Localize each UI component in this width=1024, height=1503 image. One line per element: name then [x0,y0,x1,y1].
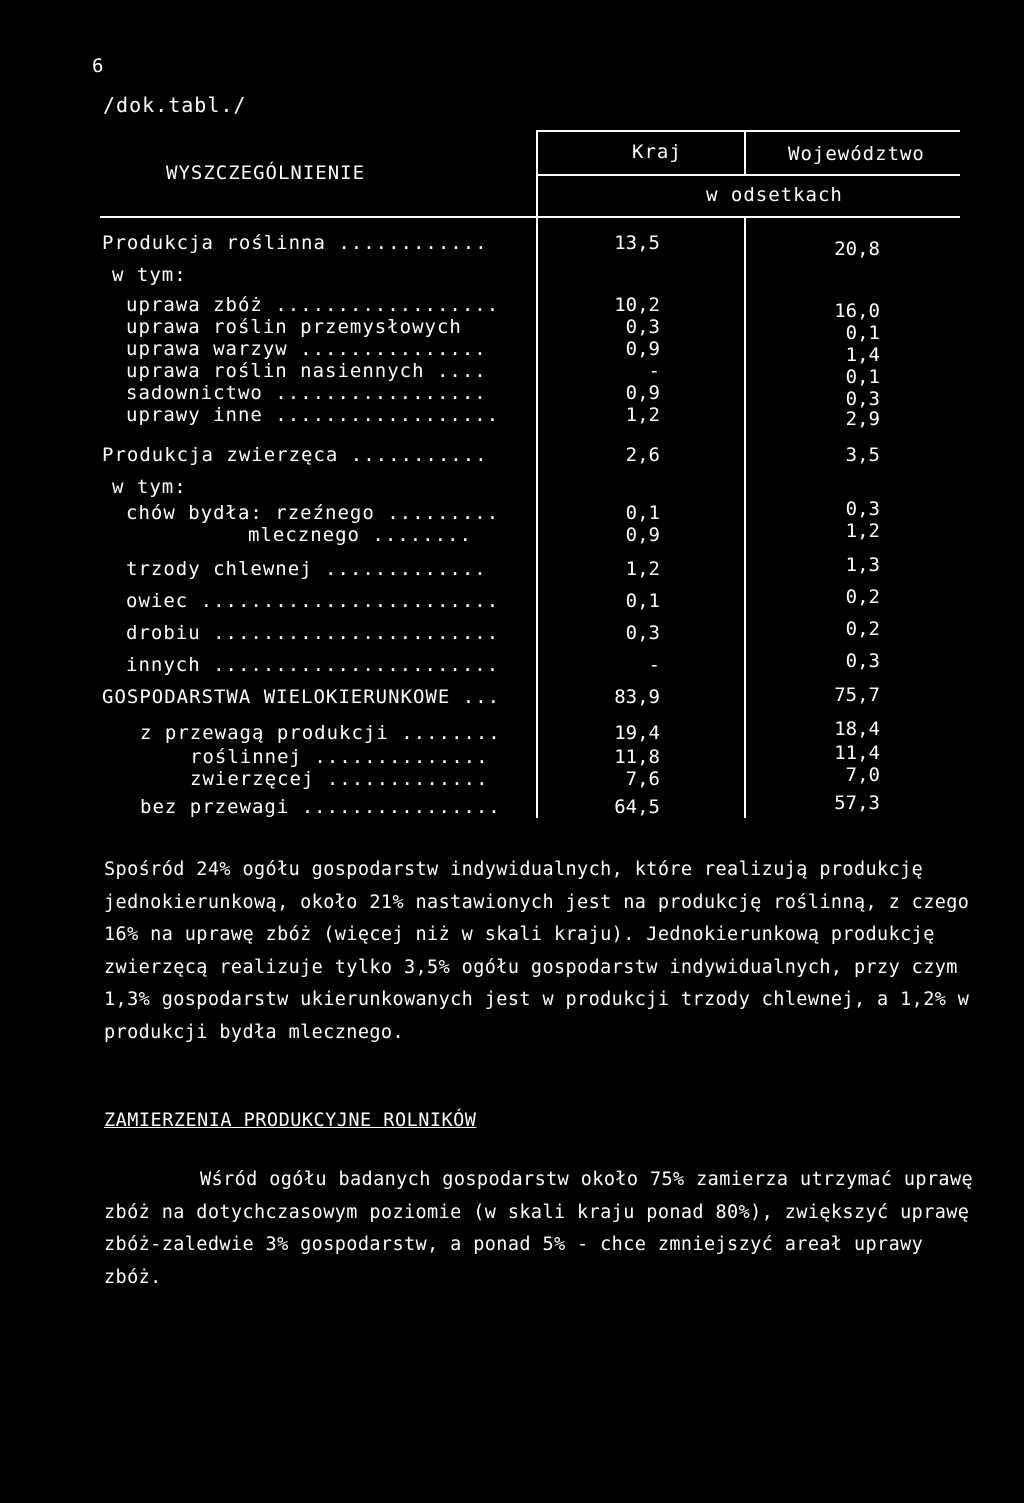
paragraph-2 [104,1164,984,1294]
paragraph-2-text: Wśród ogółu badanych gospodarstw około 75% zamierza utrzymać uprawę zbóż na dotychczasowym poziomie (w skali kraju ponad 80%), zwiększyć uprawę zbóż-zaledwie 3% gospodarstw, a ponad 5% - chce zmniejszyć areał uprawy zbóż. [104,1169,974,1288]
header-bottom-rule [100,216,960,218]
row-label: zwierzęcej ............. [190,768,489,790]
row-value-wojewodztwo: 3,5 [845,444,880,466]
row-value-kraj: 1,2 [625,558,660,580]
row-value-kraj: 0,3 [625,622,660,644]
header-wojewodztwo: Województwo [788,143,925,165]
row-label: drobiu ....................... [126,622,500,644]
row-value-kraj: 13,5 [614,232,660,254]
row-value-wojewodztwo: 0,3 [845,388,880,410]
row-label: uprawa zbóż .................. [126,294,500,316]
row-value-wojewodztwo: 0,3 [845,498,880,520]
row-label: uprawa roślin przemysłowych [126,316,462,338]
col-divider-left [536,130,538,818]
row-value-kraj: 11,8 [614,746,660,768]
header-mid-rule [536,174,960,176]
row-value-wojewodztwo: 1,3 [845,554,880,576]
row-value-kraj: 0,9 [625,382,660,404]
row-value-wojewodztwo: 57,3 [834,792,880,814]
row-label: innych ....................... [126,654,500,676]
header-description: WYSZCZEGÓLNIENIE [166,162,366,184]
row-label: chów bydła: rzeźnego ......... [126,502,500,524]
paragraph-1-text: Spośród 24% ogółu gospodarstw indywidualnych, które realizują produkcję jednokierunkową, około 21% nastawionych jest na produkcję roślinną, z czego 16% na uprawę zbóż (więcej niż w skali kraju). Jednokierunkową produkcję zwierzęcą realizuje tylko 3,5% ogółu gospodarstw indywidualnych, przy czym 1,3% gospodarstw ukierunkowanych jest w produkcji trzody chlewnej, a 1,2% w produkcji bydła mlecznego. [104,859,970,1043]
header-kraj: Kraj [632,141,682,163]
row-label: bez przewagi ................ [140,796,501,818]
page-number: 6 [92,55,104,77]
row-label: Produkcja roślinna ............ [102,232,488,254]
row-value-kraj: 2,6 [625,444,660,466]
paragraph-1 [104,854,984,1049]
row-value-wojewodztwo: 75,7 [834,684,880,706]
row-value-wojewodztwo: 1,2 [845,520,880,542]
row-label: uprawa roślin nasiennych .... [126,360,487,382]
row-label: w tym: [112,476,187,498]
col-divider-mid-bottom [744,218,746,818]
header-unit: w odsetkach [706,184,843,206]
row-value-kraj: - [648,360,660,382]
table-top-rule [536,130,960,132]
section-title: ZAMIERZENIA PRODUKCYJNE ROLNIKÓW [104,1110,477,1131]
row-value-kraj: 64,5 [614,796,660,818]
row-value-wojewodztwo: 20,8 [834,238,880,260]
row-value-kraj: 0,1 [625,502,660,524]
row-label: GOSPODARSTWA WIELOKIERUNKOWE ... [102,686,501,708]
row-value-kraj: 19,4 [614,722,660,744]
row-label: roślinnej .............. [190,746,489,768]
row-value-wojewodztwo: 7,0 [845,764,880,786]
row-value-wojewodztwo: 0,1 [845,322,880,344]
row-value-kraj: 1,2 [625,404,660,426]
row-label: mlecznego ........ [248,524,472,546]
row-value-kraj: 83,9 [614,686,660,708]
row-value-kraj: 0,3 [625,316,660,338]
row-value-kraj: 0,1 [625,590,660,612]
row-value-wojewodztwo: 0,2 [845,618,880,640]
row-value-wojewodztwo: 0,3 [845,650,880,672]
row-value-wojewodztwo: 16,0 [834,300,880,322]
row-value-kraj: 0,9 [625,338,660,360]
row-value-wojewodztwo: 0,2 [845,586,880,608]
row-value-wojewodztwo: 1,4 [845,344,880,366]
row-label: uprawa warzyw ............... [126,338,487,360]
table-subtitle: /dok.tabl./ [103,93,247,117]
row-label: w tym: [112,264,187,286]
row-value-wojewodztwo: 18,4 [834,718,880,740]
row-label: uprawy inne .................. [126,404,500,426]
row-label: Produkcja zwierzęca ........... [102,444,488,466]
row-value-kraj: - [648,654,660,676]
row-value-wojewodztwo: 0,1 [845,366,880,388]
row-label: owiec ........................ [126,590,500,612]
row-value-kraj: 0,9 [625,524,660,546]
col-divider-mid-top [744,130,746,176]
row-label: z przewagą produkcji ........ [140,722,501,744]
row-value-wojewodztwo: 2,9 [845,408,880,430]
row-value-kraj: 10,2 [614,294,660,316]
row-label: trzody chlewnej ............. [126,558,487,580]
row-value-wojewodztwo: 11,4 [834,742,880,764]
row-value-kraj: 7,6 [625,768,660,790]
row-label: sadownictwo ................. [126,382,487,404]
